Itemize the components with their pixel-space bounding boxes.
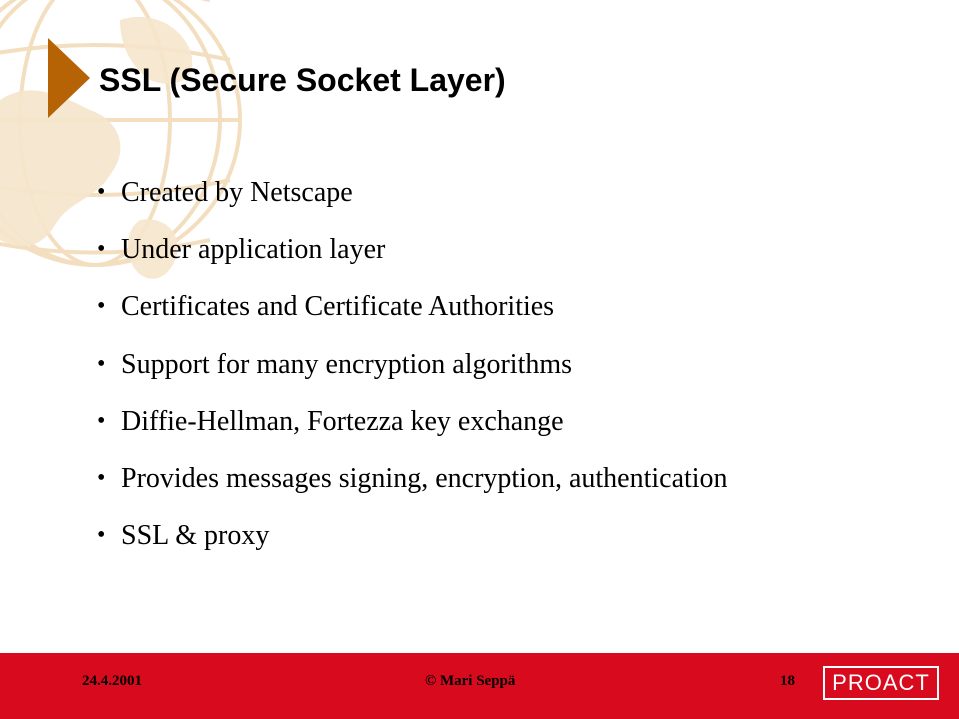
bullet-dot-icon: • xyxy=(97,522,106,549)
bullet-dot-icon: • xyxy=(97,407,106,434)
footer-date: 24.4.2001 xyxy=(82,673,142,689)
bullet-item xyxy=(97,290,728,347)
bullet-dot-icon: • xyxy=(97,179,106,205)
bullet-dot-icon: • xyxy=(97,350,106,377)
bullet-text: Certificates and Certificate Authorities xyxy=(121,291,555,323)
bullet-item xyxy=(97,233,728,290)
bullet-item xyxy=(97,462,728,519)
page-number: 18 xyxy=(780,673,795,689)
proact-logo: PROACT xyxy=(823,666,939,700)
bullet-dot-icon: • xyxy=(97,293,106,320)
bullet-item xyxy=(97,348,728,405)
bullet-text: Provides messages signing, encryption, authentication xyxy=(121,462,728,494)
footer-author: © Mari Seppä xyxy=(425,673,516,689)
title-arrow-icon xyxy=(48,38,90,118)
bullet-text: Created by Netscape xyxy=(121,177,353,208)
bullet-dot-icon: • xyxy=(97,236,106,263)
bullet-text: Diffie-Hellman, Fortezza key exchange xyxy=(121,405,564,437)
bullet-list xyxy=(97,176,728,576)
bullet-item xyxy=(97,405,728,462)
footer-bar xyxy=(0,653,959,719)
bullet-item xyxy=(97,519,728,576)
bullet-text: SSL & proxy xyxy=(121,520,270,552)
bullet-text: Support for many encryption algorithms xyxy=(121,348,573,380)
bullet-text: Under application layer xyxy=(121,234,386,266)
bullet-item xyxy=(97,176,728,233)
slide-title: SSL (Secure Socket Layer) xyxy=(99,62,506,98)
bullet-dot-icon: • xyxy=(97,464,106,491)
